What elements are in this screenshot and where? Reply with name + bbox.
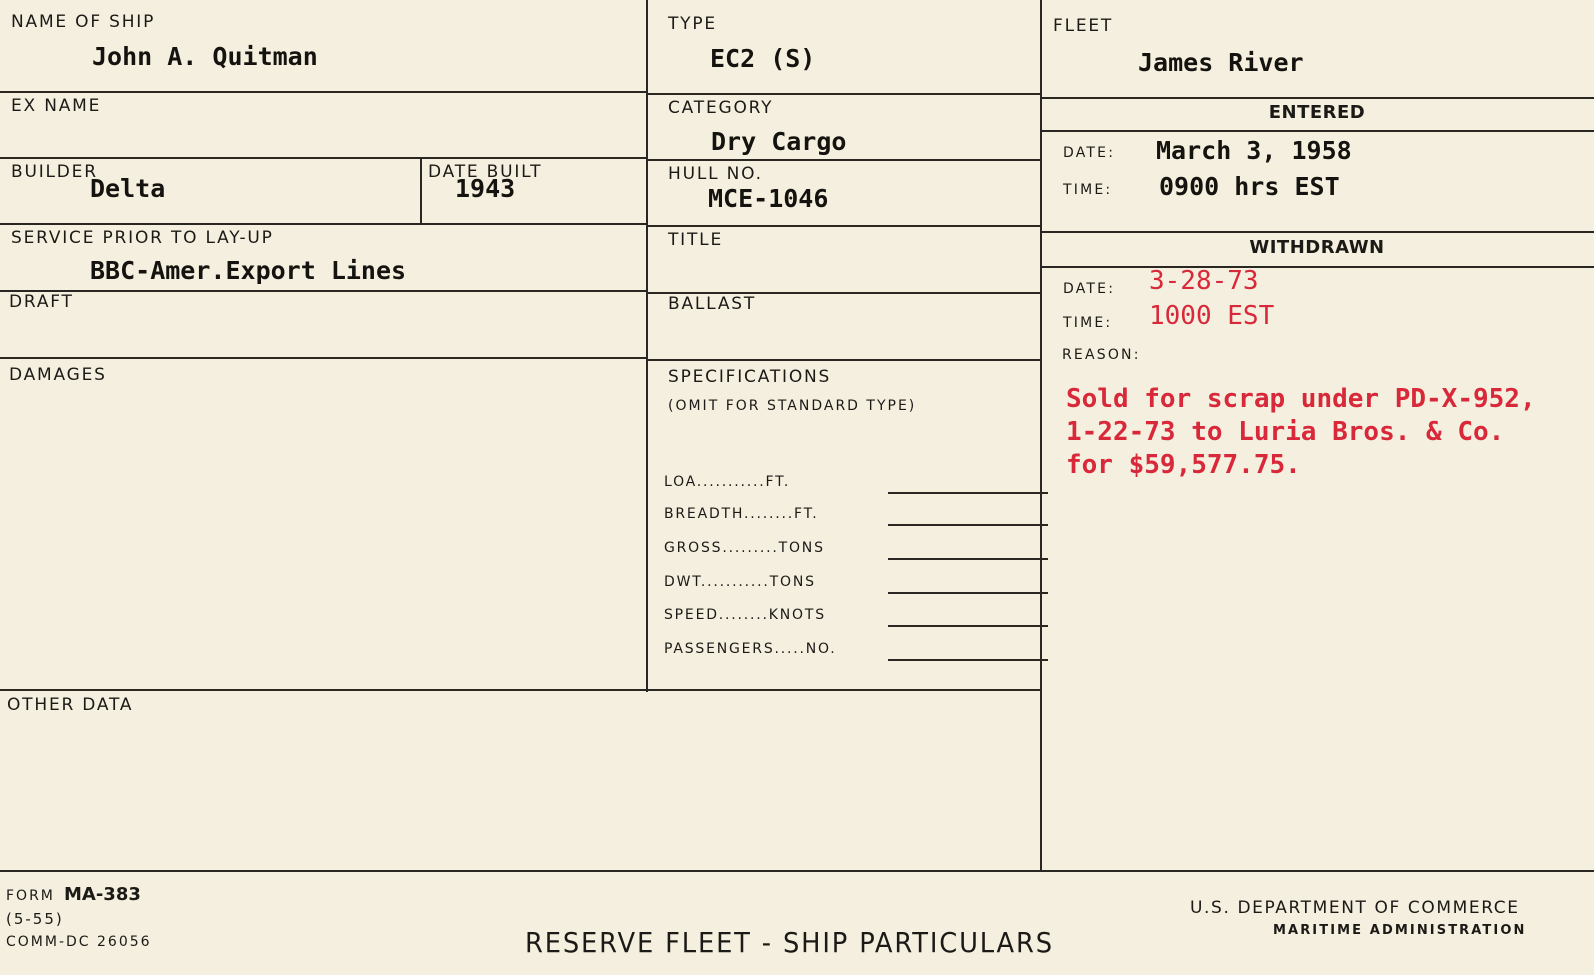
spec-label-gross: GROSS.........TONS: [664, 540, 825, 556]
specifications-note: (OMIT FOR STANDARD TYPE): [668, 398, 917, 414]
reason-line-1: Sold for scrap under PD-X-952,: [1066, 384, 1536, 414]
spec-label-passengers: PASSENGERS.....NO.: [664, 641, 837, 657]
divider-r-1: [1040, 97, 1594, 99]
form-prefix: FORM: [6, 888, 55, 904]
spec-fill-line-passengers: [888, 659, 1048, 661]
spec-row-breadth: [664, 506, 1048, 526]
withdrawn-header: WITHDRAWN: [1249, 237, 1385, 258]
form-number: MA-383: [63, 884, 141, 905]
divider-h-1: [0, 91, 646, 93]
fleet-label: FLEET: [1053, 16, 1114, 36]
form-title: RESERVE FLEET - SHIP PARTICULARS: [525, 926, 1054, 959]
type-label: TYPE: [668, 14, 717, 34]
divider-r-3: [1040, 231, 1594, 233]
entered-header: ENTERED: [1268, 102, 1366, 123]
entered-date-label: DATE:: [1063, 145, 1116, 161]
draft-label: DRAFT: [9, 292, 74, 312]
specifications-label: SPECIFICATIONS: [668, 367, 832, 387]
entered-date-value: March 3, 1958: [1156, 136, 1352, 165]
form-revision: (5-55): [6, 910, 64, 928]
spec-row-loa: [664, 474, 1048, 494]
divider-h-2: [0, 157, 646, 159]
ex-name-label: EX NAME: [11, 96, 102, 116]
spec-row-gross: [664, 540, 1048, 560]
department-name: U.S. DEPARTMENT OF COMMERCE: [1190, 898, 1520, 918]
divider-r-4: [1040, 266, 1594, 268]
withdrawn-date-label: DATE:: [1063, 281, 1116, 297]
spec-fill-line-dwt: [888, 592, 1048, 594]
printer-code: COMM-DC 26056: [6, 934, 152, 950]
date-built-label: DATE BUILT: [428, 162, 543, 182]
divider-h-3: [0, 223, 646, 225]
hull-no-value: MCE-1046: [708, 184, 829, 213]
divider-h-4: [0, 290, 646, 292]
administration-name: MARITIME ADMINISTRATION: [1273, 923, 1527, 938]
divider-m-5: [646, 359, 1040, 361]
divider-h-bottom: [0, 870, 1594, 872]
reason-line-2: 1-22-73 to Luria Bros. & Co.: [1066, 417, 1505, 447]
service-prior-label: SERVICE PRIOR TO LAY-UP: [11, 228, 274, 248]
spec-row-passengers: [664, 641, 1048, 661]
reason-label: REASON:: [1062, 347, 1141, 363]
type-value: EC2 (S): [710, 44, 816, 73]
withdrawn-time-value: 1000 EST: [1149, 301, 1275, 331]
entered-time-value: 0900 hrs EST: [1159, 172, 1340, 201]
spec-label-dwt: DWT...........TONS: [664, 574, 816, 590]
hull-no-label: HULL NO.: [668, 164, 763, 184]
divider-m-1: [646, 93, 1040, 95]
entered-time-label: TIME:: [1063, 182, 1113, 198]
spec-row-dwt: [664, 574, 1048, 594]
form-number-line: [6, 884, 141, 905]
category-value: Dry Cargo: [711, 127, 847, 156]
damages-label: DAMAGES: [9, 365, 107, 385]
title-label: TITLE: [668, 230, 723, 250]
spec-label-speed: SPEED........KNOTS: [664, 607, 826, 623]
name-of-ship-label: NAME OF SHIP: [11, 12, 156, 32]
reason-line-3: for $59,577.75.: [1066, 450, 1301, 480]
category-label: CATEGORY: [668, 98, 774, 118]
ballast-label: BALLAST: [668, 294, 757, 314]
builder-value: Delta: [90, 174, 166, 203]
builder-label: BUILDER: [11, 162, 98, 182]
divider-m-2: [646, 159, 1040, 161]
divider-v-builder: [420, 157, 422, 225]
spec-fill-line-loa: [888, 492, 1048, 494]
ship-name-value: John A. Quitman: [92, 42, 318, 71]
spec-row-speed: [664, 607, 1048, 627]
date-built-value: 1943: [455, 174, 516, 203]
fleet-value: James River: [1138, 48, 1304, 77]
withdrawn-date-value: 3-28-73: [1149, 266, 1259, 296]
divider-h-other: [0, 689, 1040, 691]
spec-label-loa: LOA...........FT.: [664, 474, 791, 490]
divider-r-2: [1040, 130, 1594, 132]
spec-fill-line-speed: [888, 625, 1048, 627]
divider-v-left: [646, 0, 648, 692]
service-prior-value: BBC-Amer.Export Lines: [90, 256, 407, 285]
spec-fill-line-breadth: [888, 524, 1048, 526]
divider-m-3: [646, 225, 1040, 227]
other-data-label: OTHER DATA: [7, 695, 134, 715]
withdrawn-time-label: TIME:: [1063, 315, 1113, 331]
spec-label-breadth: BREADTH........FT.: [664, 506, 819, 522]
divider-h-5: [0, 357, 646, 359]
spec-fill-line-gross: [888, 558, 1048, 560]
